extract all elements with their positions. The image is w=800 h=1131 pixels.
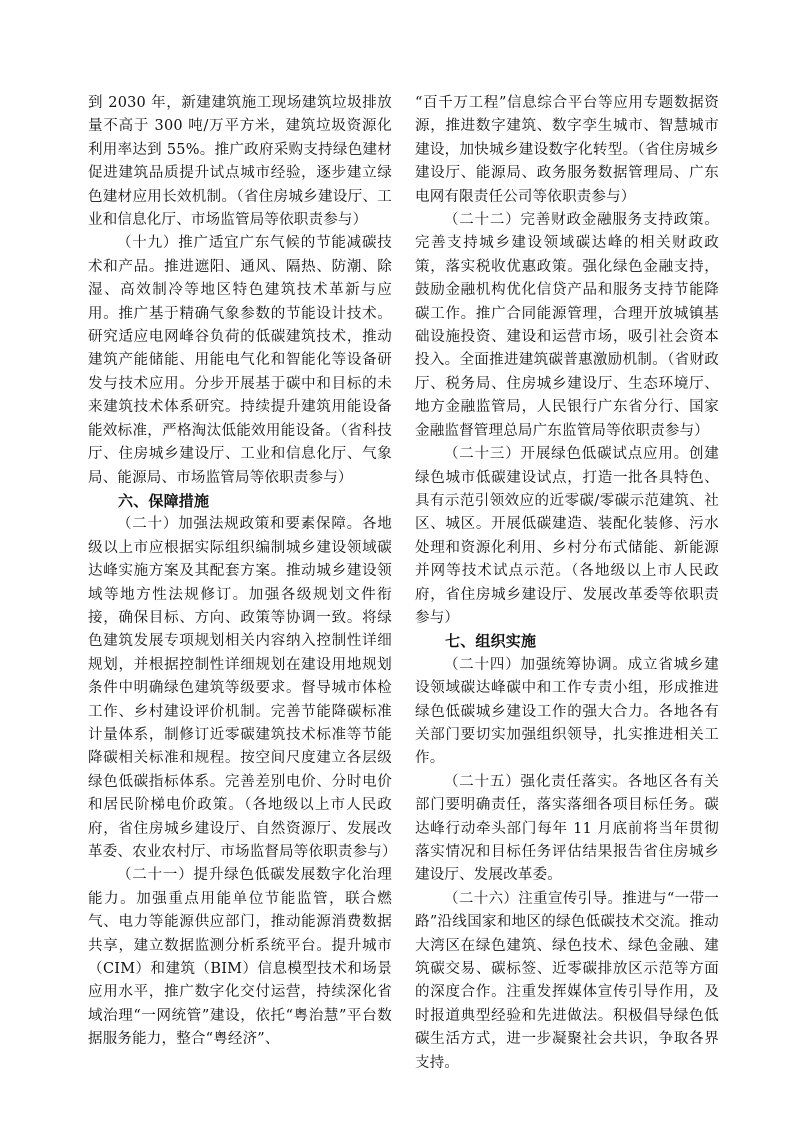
paragraph-item-24: （二十四）加强统筹协调。成立省城乡建设领域碳达峰碳中和工作专责小组，形成推进绿色低碳城乡建设工作的强大合力。各地各有关部门要切实加强组织领导，扎实推进相关工作。	[415, 656, 719, 767]
paragraph-item-21: （二十一）提升绿色低碳发展数字化治理能力。加强重点用能单位节能监管，联合燃气、电力等能源供应部门，推动能源消费数据共享，建立数据监测分析系统平台。提升城市（CIM）和建筑（BIM）信息模型技术和场景应用水平，推广数字化交付运营，持续深化省域治理“一网统管”建设，依托“粤治慧”平台数据服务能力，整合“粤经济”、	[88, 867, 392, 1048]
paragraph-item-25: （二十五）强化责任落实。各地区各有关部门要明确责任，落实落细各项目标任务。碳达峰行动牵头部门每年 11 月底前将当年贯彻落实情况和目标任务评估结果报告省住房城乡建设厅、发展改革委。	[415, 773, 719, 884]
paragraph-item-22: （二十二）完善财政金融服务支持政策。完善支持城乡建设领域碳达峰的相关财政政策，落实税收优惠政策。强化绿色金融支持，鼓励金融机构优化信贷产品和服务支持节能降碳工作。推广合同能源管理，合理开放城镇基础设施投资、建设和运营市场，吸引社会资本投入。全面推进建筑碳普惠激励机制。（省财政厅、税务局、住房城乡建设厅、生态环境厅、地方金融监管局，人民银行广东省分行、国家金融监督管理总局广东监管局等依职责参与）	[415, 212, 719, 439]
right-column	[415, 92, 719, 1075]
section-heading-6: 六、保障措施	[118, 491, 210, 510]
left-column	[88, 92, 397, 1052]
paragraph-building-waste: 到 2030 年，新建建筑施工现场建筑垃圾排放量不高于 300 吨/万平方米，建筑垃圾资源化利用率达到 55%。推广政府采购支持绿色建材促进建筑品质提升试点城市经验，逐步建立绿色建材应用长效机制。（省住房城乡建设厅、工业和信息化厅、市场监管局等依职责参与）	[88, 95, 392, 229]
paragraph-item-19: （十九）推广适宜广东气候的节能减碳技术和产品。推进遮阳、通风、隔热、防潮、除湿、高效制冷等地区特色建筑技术革新与应用。推广基于精确气象参数的节能设计技术。研究适应电网峰谷负荷的低碳建筑技术，推动建筑产能储能、用能电气化和智能化等设备研发与技术应用。分步开展基于碳中和目标的未来建筑技术体系研究。持续提升建筑用能设备能效标准，严格淘汰低能效用能设备。（省科技厅、住房城乡建设厅、工业和信息化厅、气象局、能源局、市场监管局等依职责参与）	[88, 235, 392, 486]
paragraph-item-26: （二十六）注重宣传引导。推进与“一带一路”沿线国家和地区的绿色低碳技术交流。推动大湾区在绿色建筑、绿色技术、绿色金融、建筑碳交易、碳标签、近零碳排放区示范等方面的深度合作。注重发挥媒体宣传引导作用，及时报道典型经验和先进做法。积极倡导绿色低碳生活方式，进一步凝聚社会共识，争取各界支持。	[415, 890, 719, 1071]
paragraph-item-20: （二十）加强法规政策和要素保障。各地级以上市应根据实际组织编制城乡建设领域碳达峰实施方案及其配套方案。推动城乡建设领域等地方性法规修订。加强各级规划文件衔接，确保目标、方向、政策等协调一致。将绿色建筑发展专项规划相关内容纳入控制性详细规划，并根据控制性详细规划在建设用地规划条件中明确绿色建筑等级要求。督导城市体检工作、乡村建设评价机制。完善节能降碳标准计量体系，制修订近零碳建筑技术标准等节能降碳相关标准和规程。按空间尺度建立各层级绿色低碳指标体系。完善差别电价、分时电价和居民阶梯电价政策。（各地级以上市人民政府，省住房城乡建设厅、自然资源厅、发展改革委、农业农村厅、市场监督局等依职责参与）	[88, 516, 397, 860]
paragraph-item-21-continued: “百千万工程”信息综合平台等应用专题数据资源，推进数字建筑、数字孪生城市、智慧城市建设，加快城乡建设数字化转型。（省住房城乡建设厅、能源局、政务服务数据管理局、广东电网有限责任公司等依职责参与）	[415, 95, 719, 205]
paragraph-item-23: （二十三）开展绿色低碳试点应用。创建绿色城市低碳建设试点，打造一批各具特色、具有示范引领效应的近零碳/零碳示范建筑、社区、城区。开展低碳建造、装配化装修、污水处理和资源化利用、乡村分布式储能、新能源并网等技术试点示范。（各地级以上市人民政府，省住房城乡建设厅、发展改革委等依职责参与）	[415, 446, 719, 626]
section-heading-7: 七、组织实施	[445, 632, 537, 651]
